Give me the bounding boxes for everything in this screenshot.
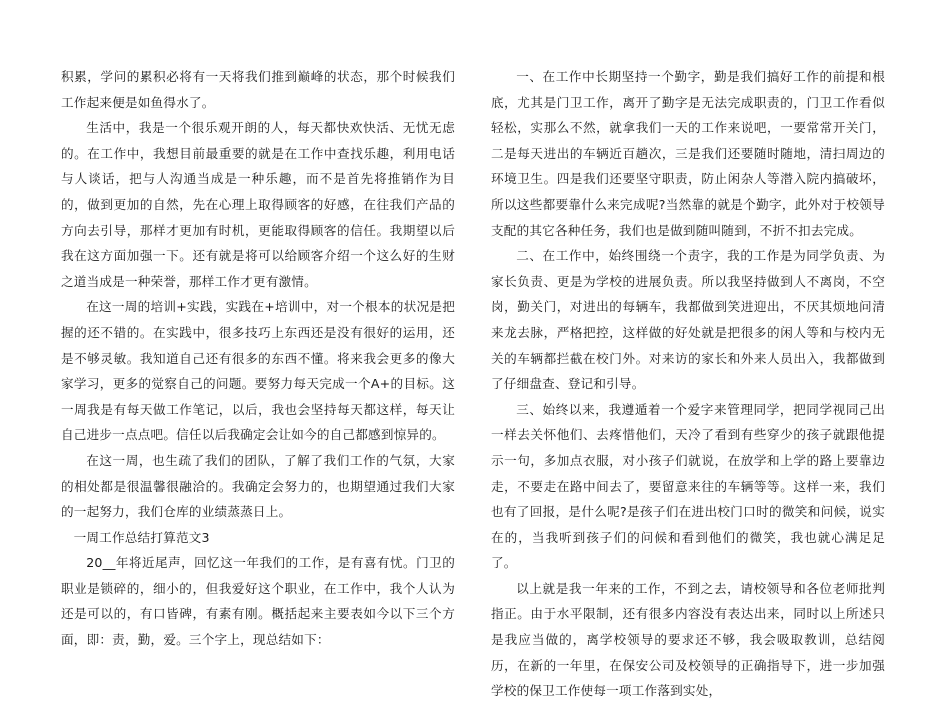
right-column xyxy=(491,64,885,704)
paragraph: 一、在工作中长期坚持一个勤字，勤是我们搞好工作的前提和根底，尤其是门卫工作，离开了勤字是无法完成职责的，门卫工作看似轻松，实那么不然，就拿我们一天的工作来说吧，一要常常开关门，二是每天进出的车辆近百趟次，三是我们还要随时随地，清扫周边的环境卫生。四是我们还要坚守职责，防止闲杂人等潜入院内搞破坏，所以这些都要靠什么来完成呢?当然靠的就是个勤字，此外对于校领导支配的其它各种任务，我们也是做到随叫随到，不折不扣去完成。 xyxy=(491,69,885,238)
paragraph: 三、始终以来，我遵遁着一个爱字来管理同学，把同学视同己出一样去关怀他们、去疼惜他们，天冷了看到有些穿少的孩子就跟他提示一句，多加点衣服，对小孩子们就说，在放学和上学的路上要靠边走，不要走在路中间去了，要留意来往的车辆等等。这样一来，我们也有了回报，是什么呢?是孩子们在进出校门口时的微笑和问候，说实在的，当我听到孩子们的问候和看到他们的微笑，我也就心满足足了。 xyxy=(491,401,885,571)
section-heading: 一周工作总结打算范文3 xyxy=(73,529,210,545)
paragraph: 二、在工作中，始终围绕一个责字，我的工作是为同学负责、为家长负责、更是为学校的进展负责。所以我坚持做到人不离岗，不空岗，勤关门，对进出的每辆车，我都做到笑进迎出，不厌其烦地问清来龙去脉，严格把控，这样做的好处就是把很多的闲人等和与校内无关的车辆都拦截在校门外。对来访的家长和外来人员出入，我都做到了仔细盘查、登记和引导。 xyxy=(491,248,885,392)
paragraph: 生活中，我是一个很乐观开朗的人，每天都快欢快活、无忧无虑的。在工作中，我想目前最重要的就是在工作中查找乐趣，利用电话与人谈话，把与人沟通当成是一种乐趣，而不是首先将推销作为目的，做到更加的自然，先在心理上取得顾客的好感，在往我们产品的方向去引导，那样才更加有时机，更能取得顾客的信任。我期望以后我在这方面加强一下。还有就是将可以给顾客介绍一个这么好的生财之道当成是一种荣誉，那样工作才更有激情。 xyxy=(61,120,455,289)
paragraph: 20__年将近尾声，回忆这一年我们的工作，是有喜有忧。门卫的职业是锁碎的，细小的，但我爱好这个职业，在工作中，我个人认为还是可以的，有口皆碑，有素有刚。概括起来主要表如今以下三个方面，即：责，勤，爱。三个字上，现总结如下： xyxy=(61,555,455,648)
paragraph: 在这一周，也生疏了我们的团队，了解了我们工作的气氛，大家的相处都是很温馨很融洽的。我确定会努力的，也期望通过我们大家的一起努力，我们仓库的业绩蒸蒸日上。 xyxy=(61,452,455,520)
paragraph: 以上就是我一年来的工作，不到之去，请校领导和各位老师批判指正。由于水平限制，还有很多内容没有表达出来，同时以上所述只是我应当做的，离学校领导的要求还不够，我会吸取教训，总结阅历，在新的一年里，在保安公司及校领导的正确指导下，进一步加强学校的保卫工作使每一项工作落到实处， xyxy=(491,580,885,699)
left-column xyxy=(61,64,455,653)
paragraph: 积累，学问的累积必将有一天将我们推到巅峰的状态，那个时候我们工作起来便是如鱼得水了。 xyxy=(61,69,455,110)
paragraph: 在这一周的培训+实践，实践在+培训中，对一个根本的状况是把握的还不错的。在实践中，很多技巧上东西还是没有很好的运用，还是不够灵敏。我知道自己还有很多的东西不懂。将来我会更多的像大家学习，更多的觉察自己的问题。要努力每天完成一个A+的目标。这一周我是有每天做工作笔记，以后，我也会坚持每天都这样，每天让自己进步一点点吧。信任以后我确定会让如今的自己都感到惊异的。 xyxy=(61,299,455,443)
